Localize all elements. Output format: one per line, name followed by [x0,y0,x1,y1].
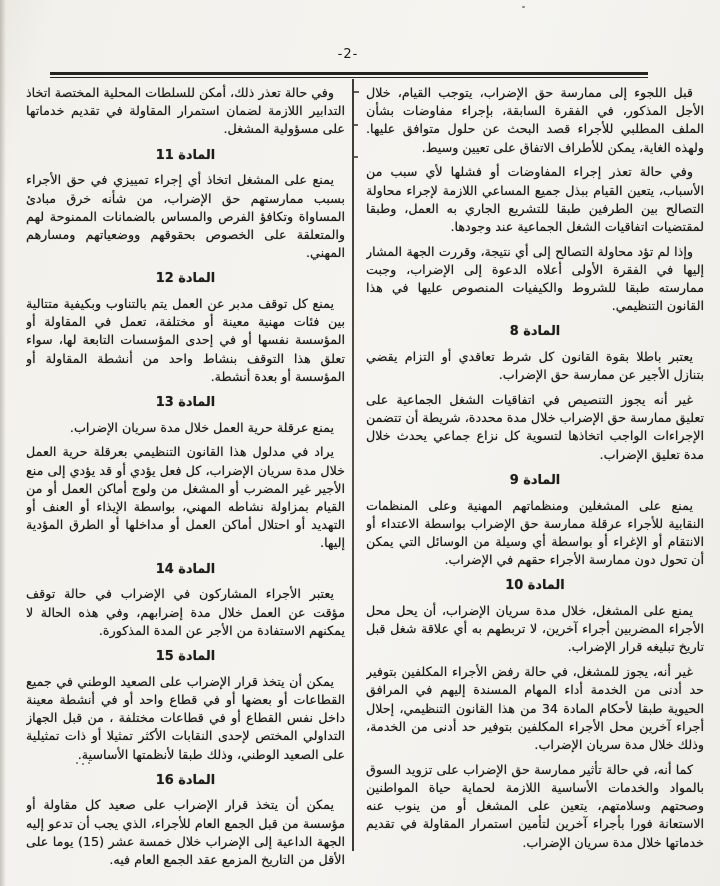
article-heading: المادة 13 [155,395,216,411]
scan-artifact [354,124,358,126]
paragraph: يمنع على المشغل، خلال مدة سريان الإضراب، أن يحل محل الأجراء المضربين أجراء آخرين، لا تربطهم به أي علاقة شغل قبل تاريخ تبليغه قرار الإضراب. [366,603,704,655]
paragraph: يمنع كل توقف مدبر عن العمل يتم بالتناوب وبكيفية متتالية بين فئات مهنية معينة أو مختلفة، تعمل في المقاولة أو المؤسسة نفسها أو في إحدى المؤسسات التابعة لها، سواء تعلق هذا التوقف بنشاط واحد من أنشطة المقاولة أو المؤسسة أو بعدة أنشطة. [26,296,345,384]
paragraph: يعتبر باطلا بقوة القانون كل شرط تعاقدي أو التزام يقضي بتنازل الأجير عن ممارسة حق الإضراب. [366,349,704,383]
paragraph: وفي حالة تعذر إجراء المفاوضات أو فشلها لأي سبب من الأسباب، يتعين القيام ببذل جميع المساعي اللازمة لإجراء محاولة التصالح بين الطرفين طبقا للتشريع الجاري به العمل، وطبقا لمقتضيات اتفاقيات الشغل الجماعية عند وجودها. [366,164,704,234]
article-heading: المادة 11 [155,147,216,163]
paragraph: يمنع على المشغل اتخاذ أي إجراء تمييزي في حق الأجراء بسبب ممارستهم حق الإضراب، من شأنه خرق مبادئ المساواة وتكافؤ الفرص والمساس بالضمانات الممنوحة لهم والمتعلقة على الخصوص بحقوقهم ووضعياتهم ومسارهم المهني. [26,172,345,261]
header-rule [50,72,648,78]
paragraph: وإذا لم تؤد محاولة التصالح إلى أي نتيجة، وقررت الجهة المشار إليها في الفقرة الأولى أعلاه الدعوة إلى الإضراب، وجبت ممارسته طبقا للشروط والكيفيات المنصوص عليها في هذا القانون التنظيمي. [366,243,704,314]
paragraph: كما أنه، في حالة تأثير ممارسة حق الإضراب على تزويد السوق بالمواد والخدمات الأساسية اللازمة لحماية حياة المواطنين وصحتهم وسلامتهم، يتعين على المشغل أو من ينوب عنه الاستعانة فورا بأجراء آخرين لتأمين استمرار المقاولة في تقديم خدماتها خلال مدة سريان الإضراب. [366,761,704,850]
scan-artifact [76,762,78,764]
article-heading: المادة 10 [505,578,565,594]
scan-artifact [354,91,359,93]
article-heading: المادة 14 [155,561,216,577]
paragraph: يمنع عرقلة حرية العمل خلال مدة سريان الإضراب. [69,419,334,435]
scan-edge-artifact [0,0,6,886]
paragraph: غير أنه، يجوز للمشغل، في حالة رفض الأجراء المكلفين بتوفير حد أدنى من الخدمة أداء المهام المسندة إليهم في المرافق الحيوية طبقا لأحكام المادة 34 من هذا القانون التنظيمي، إحلال أجراء آخرين محل الأجراء المكلفين بتوفير حد أدنى من الخدمة، وذلك خلال مدة سريان الإضراب. [366,664,704,752]
column-divider [352,79,354,851]
column-left-articles [26,84,345,882]
scan-artifact [522,6,525,8]
paragraph: يمنع على المشغلين ومنظماتهم المهنية وعلى المنظمات النقابية للأجراء عرقلة ممارسة حق الإضراب بواسطة الاعتداء أو الانتقام أو الإغراء أو بواسطة أي وسيلة من الوسائل التي يمكن أن تحول دون ممارسة الأجراء حقهم في الإضراب. [366,497,704,568]
article-heading: المادة 16 [155,772,216,788]
scan-artifact [354,156,358,158]
column-right-articles [366,84,704,882]
paragraph: غير أنه يجوز التنصيص في اتفاقيات الشغل الجماعية على تعليق ممارسة حق الإضراب خلال مدة محددة، شريطة أن تتضمن الإجراءات الواجب اتخاذها لتسوية كل نزاع جماعي يحدث خلال مدة تعليق الإضراب. [366,392,704,462]
paragraph: يمكن أن يتخذ قرار الإضراب على الصعيد الوطني في جميع القطاعات أو بعضها أو في قطاع واحد أو في أنشطة معينة داخل نفس القطاع أو في قطاعات مختلفة ، من قبل الجهاز التداولي المختص لإحدى النقابات الأكثر تمثيلا أو ذات تمثيلية على الصعيد الوطني، وذلك طبقا لأنظمتها الأساسية. [26,673,345,762]
paragraph: يراد في مدلول هذا القانون التنظيمي بعرقلة حرية العمل خلال مدة سريان الإضراب، كل فعل يؤدي أو قد يؤدي إلى منع الأجير غير المضرب أو المشغل من ولوج أماكن العمل أو من القيام بمزاولة نشاطه المهني، بواسطة الإيذاء أو العنف أو التهديد أو احتلال أماكن العمل أو مداخلها أو الطرق المؤدية إليها. [26,444,345,551]
paragraph: يعتبر الأجراء المشاركون في الإضراب في حالة توقف مؤقت عن العمل خلال مدة إضرابهم، وفي هذه الحالة لا يمكنهم الاستفادة من الأجر عن المدة المذكورة. [26,586,345,638]
paragraph: يمكن أن يتخذ قرار الإضراب على صعيد كل مقاولة أو مؤسسة من قبل الجمع العام للأجراء، الذي يجب أن تدعو إليه الجهة الداعية إلى الإضراب خلال خمسة عشر (15) يوما على الأقل من التاريخ المزمع عقد الجمع العام فيه. [26,797,345,868]
article-heading: المادة 15 [155,648,216,664]
page-number: -2- [337,47,359,62]
article-heading: المادة 9 [509,472,561,488]
paragraph: قبل اللجوء إلى ممارسة حق الإضراب، يتوجب القيام، خلال الأجل المذكور، في الفقرة السابقة، بإجراء مفاوضات بشأن الملف المطلبي للأجراء قصد البحث عن حلول متوافق عليها. ولهذه الغاية، يمكن للأطراف الاتفاق على تعيين وسيط. [366,85,704,155]
paragraph: وفي حالة تعذر ذلك، أمكن للسلطات المحلية المختصة اتخاذ التدابير اللازمة لضمان استمرار المقاولة في تقديم خدماتها على مسؤولية المشغل. [26,85,345,137]
article-heading: المادة 12 [155,271,216,287]
article-heading: المادة 8 [509,324,561,340]
